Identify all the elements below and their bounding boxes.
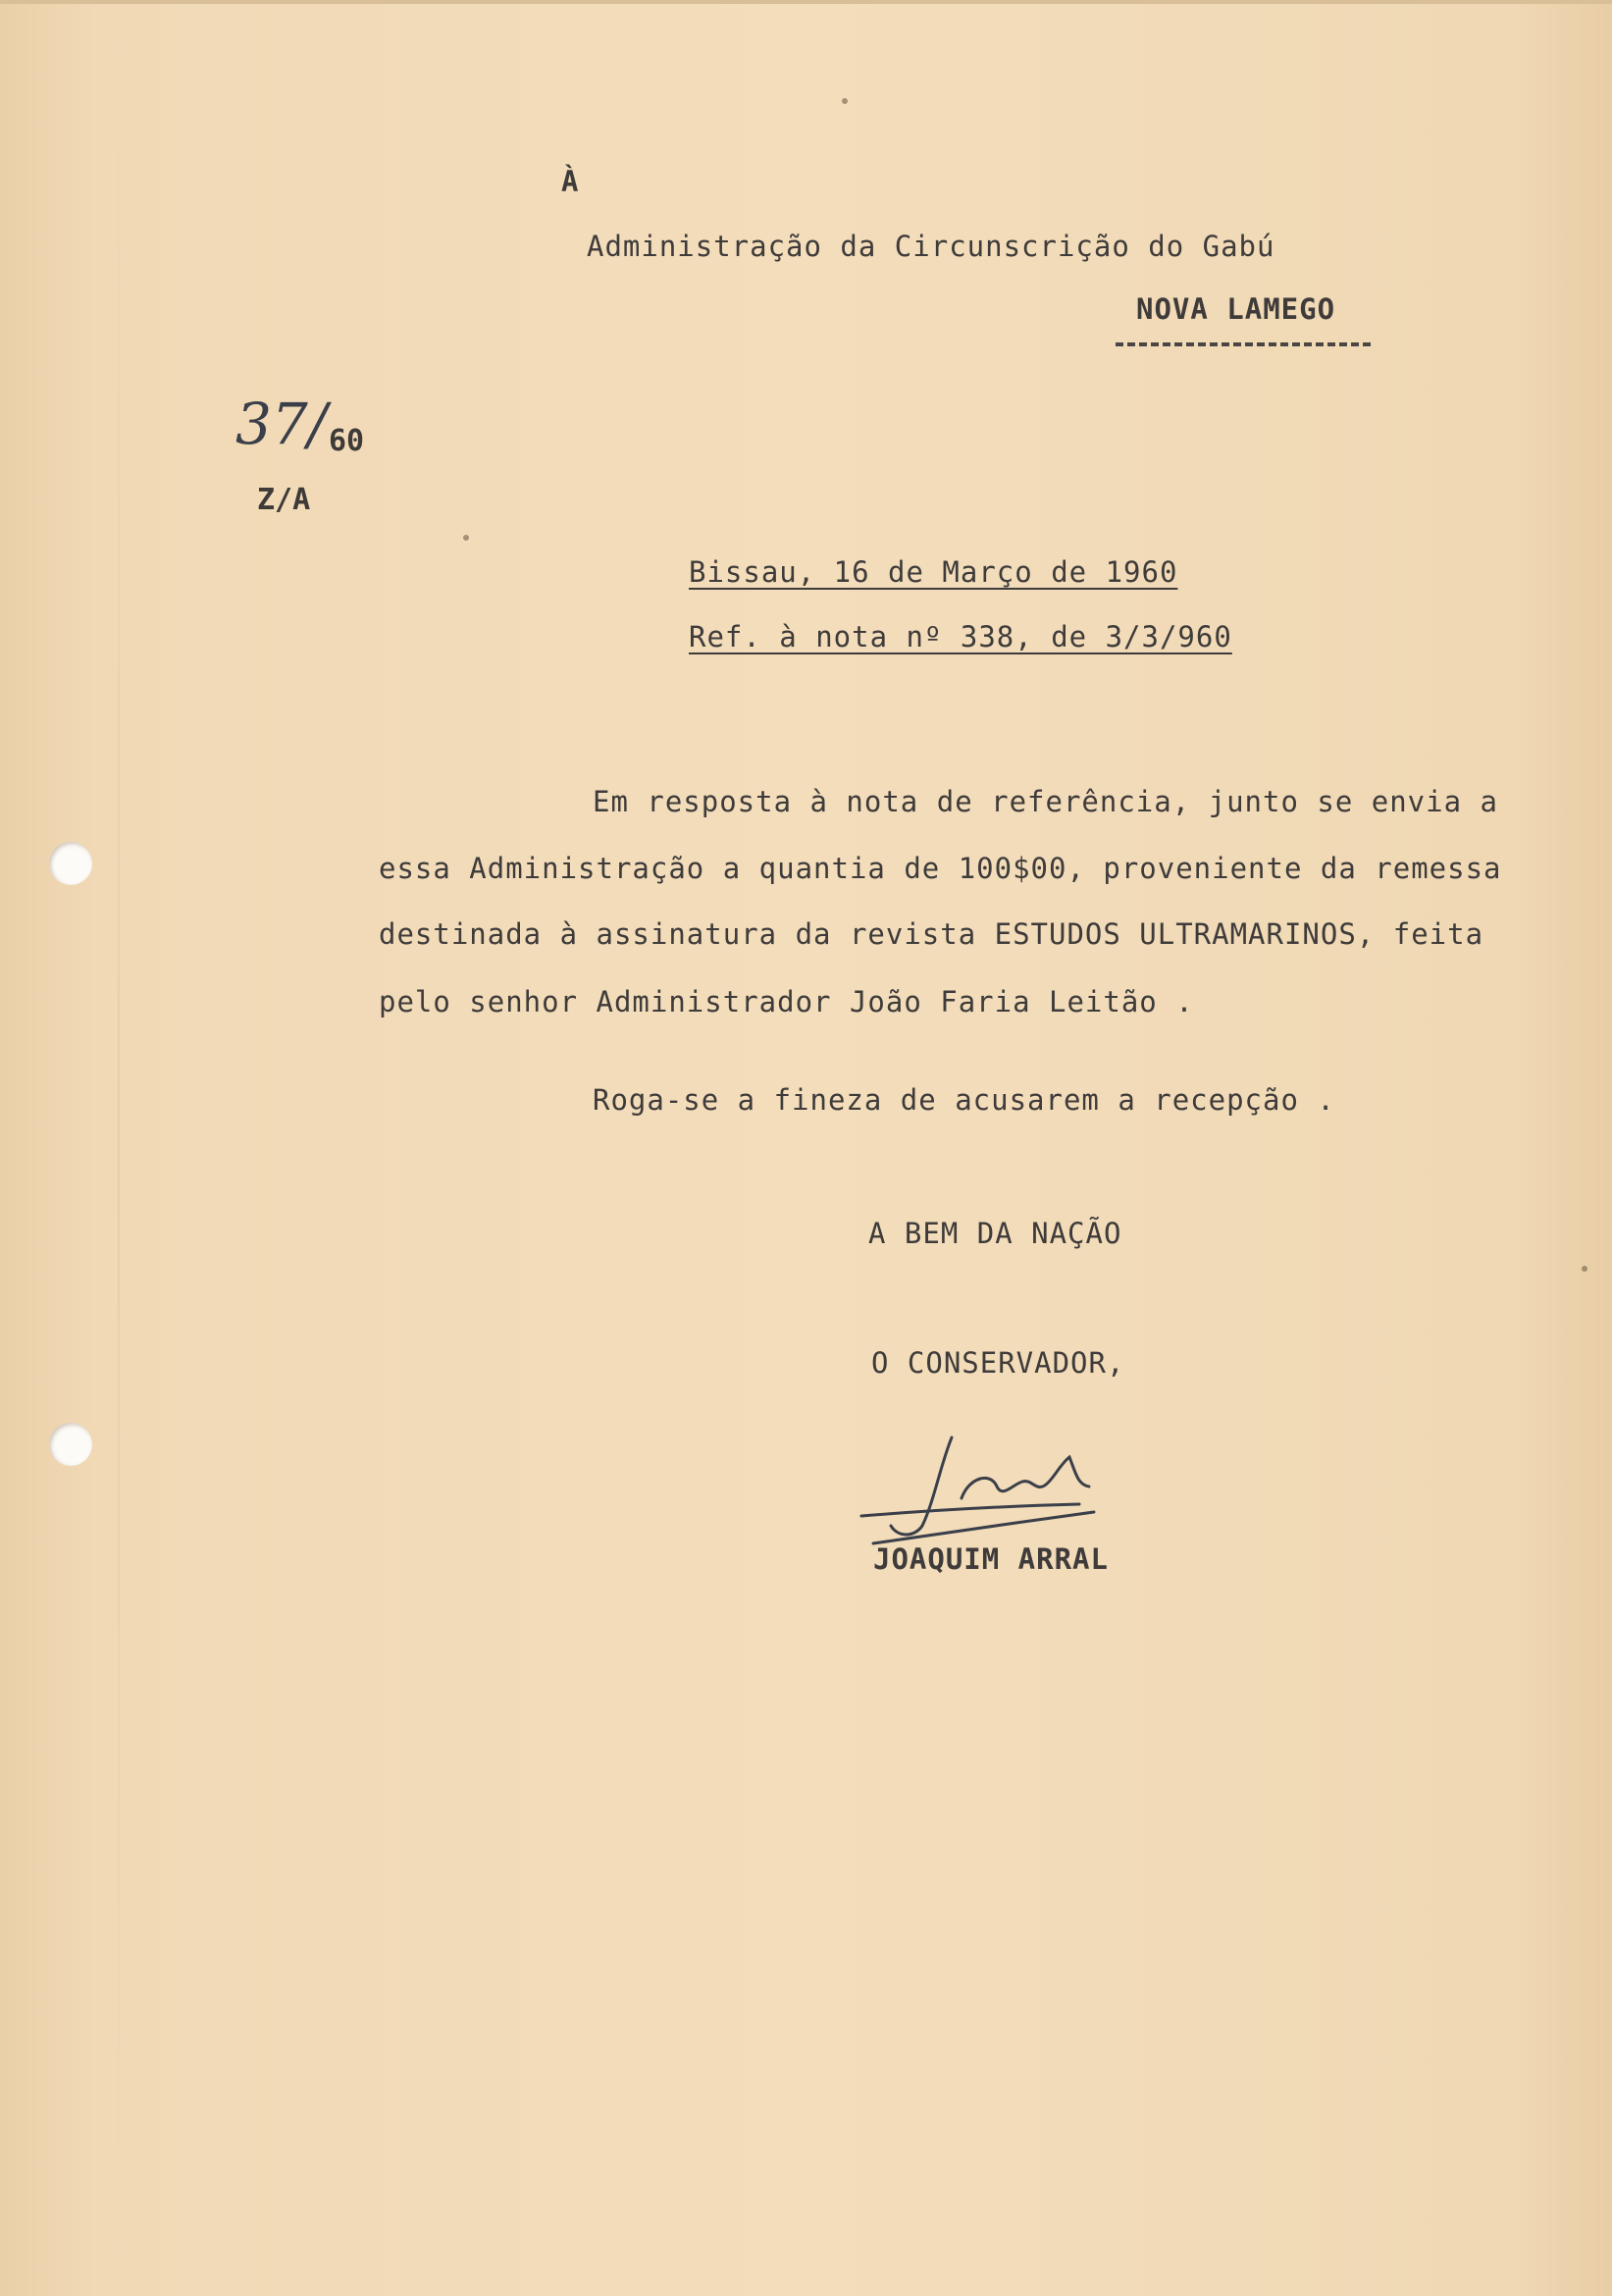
- recipient-line-1: Administração da Circunscrição do Gabú: [587, 230, 1275, 263]
- recipient-line-2: NOVA LAMEGO: [1136, 292, 1336, 326]
- paper-speck: [463, 535, 469, 541]
- punch-hole-bottom: [49, 1423, 92, 1466]
- punch-hole-top: [49, 842, 92, 885]
- body-line-3: destinada à assinatura da revista ESTUDOS ULTRAMARINOS, feita: [379, 917, 1484, 951]
- file-code: Z/A: [257, 483, 311, 517]
- salutation-prefix: À: [561, 165, 580, 198]
- body-line-1: Em resposta à nota de referência, junto se envia a: [593, 785, 1498, 818]
- file-number-handwritten: 37/: [235, 391, 328, 457]
- paper-speck: [842, 98, 848, 104]
- file-number-year: 60: [329, 424, 365, 458]
- body-line-2: essa Administração a quantia de 100$00, proveniente da remessa: [379, 852, 1502, 885]
- body-line-4: pelo senhor Administrador João Faria Leitão .: [379, 985, 1194, 1018]
- handwritten-signature: [844, 1428, 1158, 1555]
- paper-speck: [1582, 1266, 1587, 1272]
- signatory-title: O CONSERVADOR,: [871, 1346, 1125, 1380]
- closing-salute: A BEM DA NAÇÃO: [868, 1217, 1122, 1250]
- closing-request: Roga-se a fineza de acusarem a recepção .: [593, 1083, 1335, 1117]
- recipient-dash-rule: [1116, 342, 1371, 346]
- paper-top-edge: [0, 0, 1612, 4]
- signatory-name: JOAQUIM ARRAL: [873, 1542, 1109, 1576]
- date-line: Bissau, 16 de Março de 1960: [689, 555, 1178, 589]
- paper-fold-line: [118, 0, 120, 2296]
- reference-line: Ref. à nota nº 338, de 3/3/960: [689, 620, 1232, 653]
